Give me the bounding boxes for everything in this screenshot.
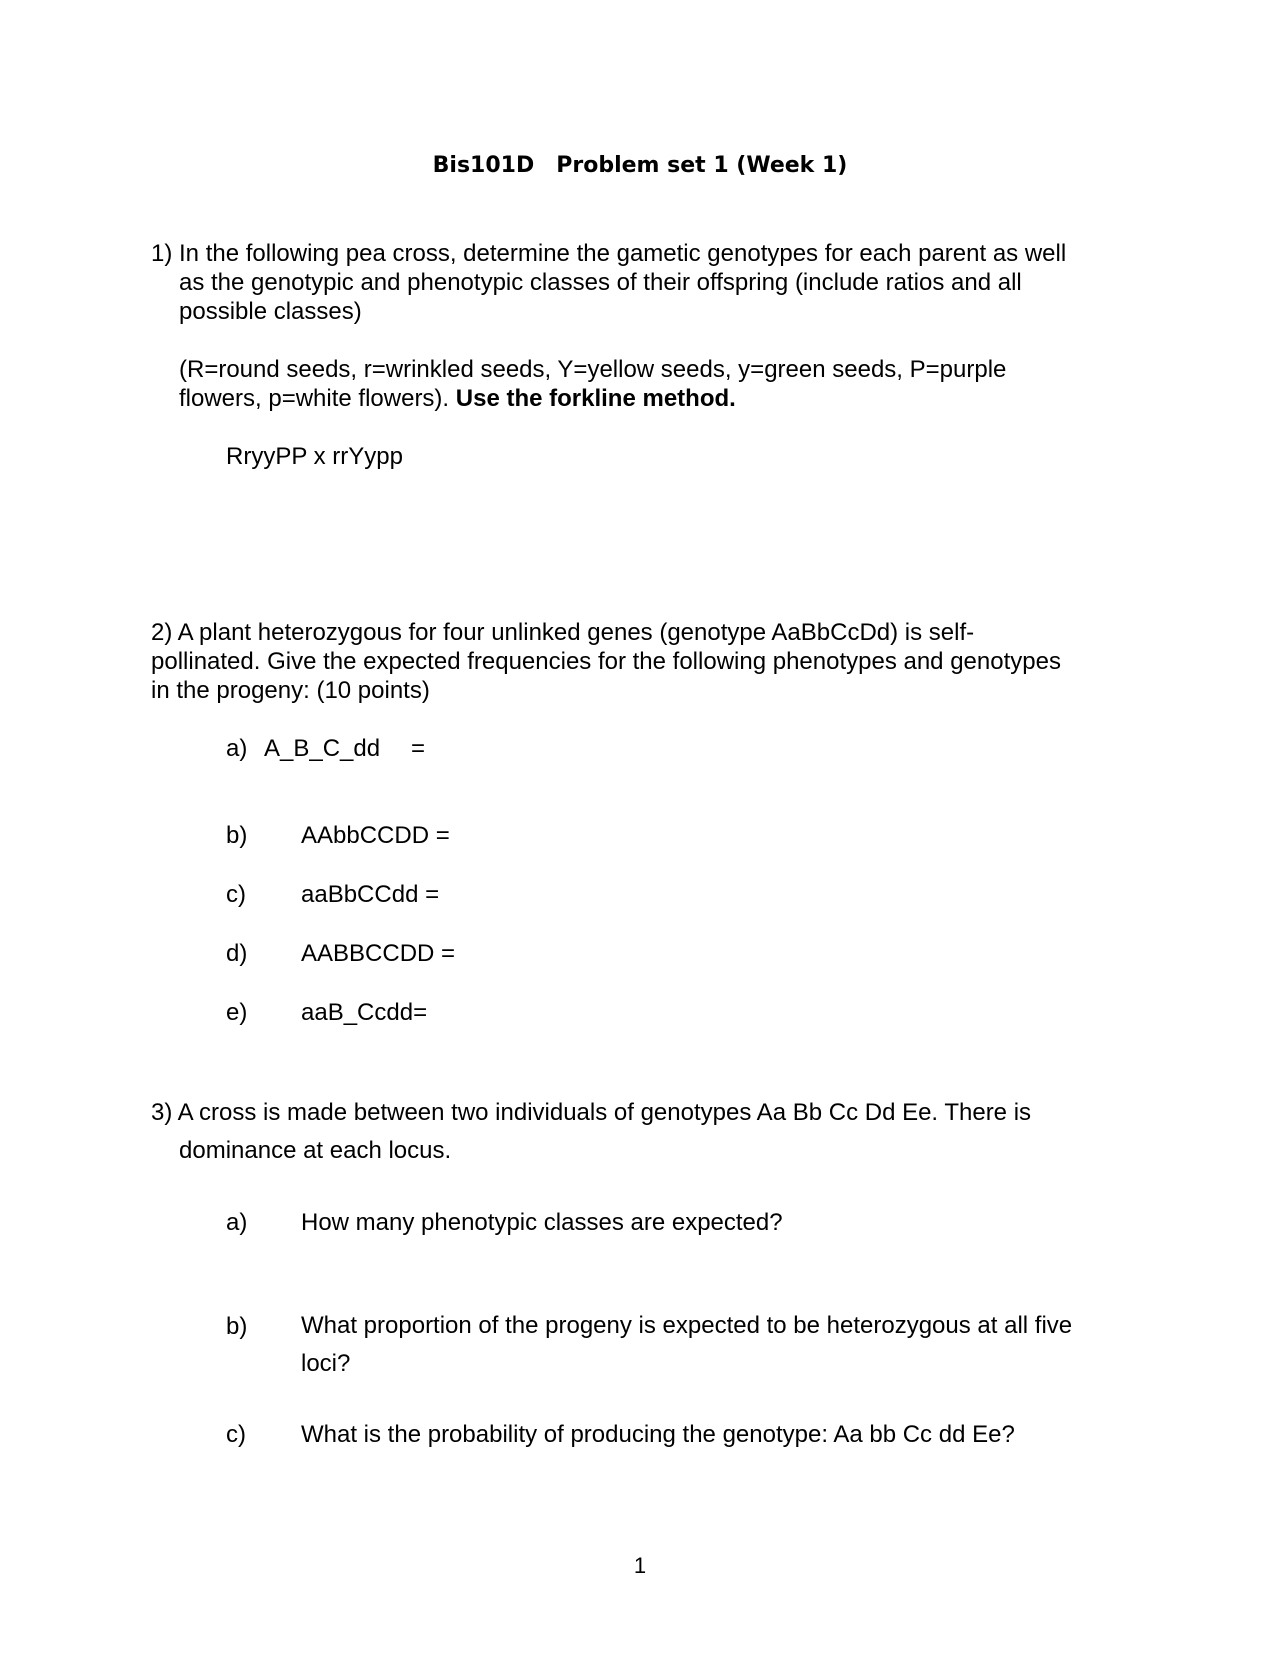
problem-set-title: Problem set 1 (Week 1) [556,153,848,178]
question-1-method: Use the forkline method. [455,385,736,412]
question-2-item-e-text: aaB_Ccdd= [301,999,428,1026]
question-2-item-a-label: a) [226,735,248,762]
question-2-item-a-equals: = [411,735,426,762]
question-1 [151,239,1066,326]
question-2-item-d-text: AABBCCDD = [301,940,456,967]
course-code: Bis101D [432,153,535,178]
question-2-line-3: in the progeny: (10 points) [151,677,430,704]
question-1-line [151,239,1066,268]
question-3-item-a-label: a) [226,1209,248,1236]
question-1-text-line-2: as the genotypic and phenotypic classes of their offspring (include ratios and all [179,269,1022,296]
question-2-item-a-text: A_B_C_dd [264,735,381,762]
question-2 [151,618,1061,705]
page-number: 1 [633,1553,647,1578]
question-1-key-line-2-text: flowers, p=white flowers). [179,385,450,412]
question-3-line-2: dominance at each locus. [179,1137,452,1164]
page-title [0,151,1280,181]
question-3 [151,1094,1031,1170]
question-1-key [179,355,1006,413]
question-3-item-b-text: What proportion of the progeny is expected to be heterozygous at all five loci? [301,1312,1073,1377]
question-3-item-b-label: b) [226,1313,248,1340]
question-3-item-a-text: How many phenotypic classes are expected? [301,1209,783,1236]
question-2-item-b-text: AAbbCCDD = [301,822,450,849]
question-2-item-c-text: aaBbCCdd = [301,881,440,908]
question-1-text-line-1: In the following pea cross, determine the gametic genotypes for each parent as well [179,240,1067,267]
question-2-item-c-label: c) [226,881,246,908]
question-1-cross: RryyPP x rrYypp [226,443,403,470]
question-1-text-line-3: possible classes) [179,298,362,325]
question-1-number: 1) [151,240,173,267]
question-2-line-2: pollinated. Give the expected frequencies for the following phenotypes and genotypes [151,648,1061,675]
question-3-line-1: 3) A cross is made between two individuals of genotypes Aa Bb Cc Dd Ee. There is [151,1099,1032,1126]
question-3-item-c-label: c) [226,1421,246,1448]
question-3-item-c-text: What is the probability of producing the genotype: Aa bb Cc dd Ee? [301,1421,1015,1448]
question-2-line-1: 2) A plant heterozygous for four unlinked genes (genotype AaBbCcDd) is self- [151,619,975,646]
question-2-item-b-label: b) [226,822,248,849]
question-1-key-line-2 [179,384,1006,413]
question-1-key-line-1: (R=round seeds, r=wrinkled seeds, Y=yellow seeds, y=green seeds, P=purple [179,356,1007,383]
question-2-item-d-label: d) [226,940,248,967]
question-2-item-e-label: e) [226,999,248,1026]
